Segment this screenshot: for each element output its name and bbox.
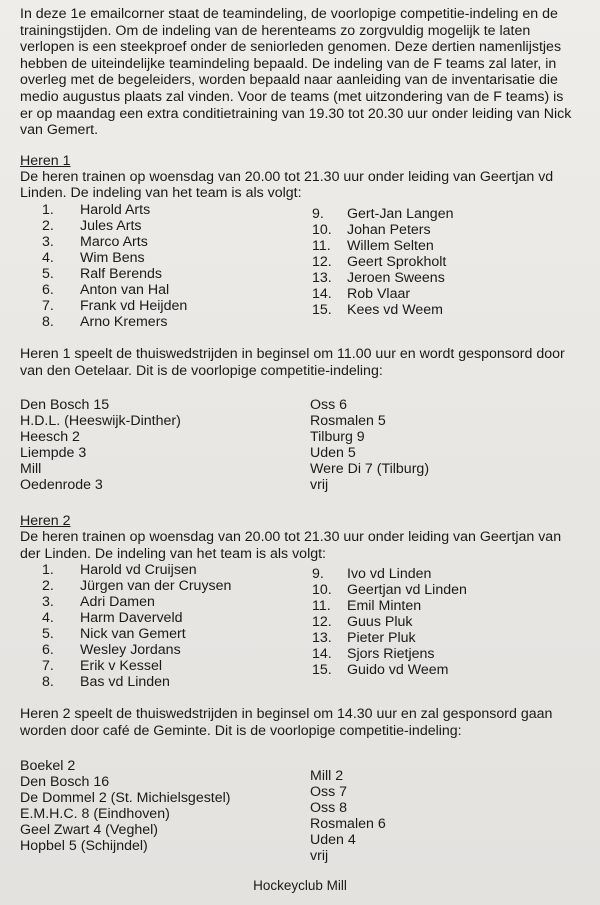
- player-name: Guus Pluk: [347, 614, 413, 631]
- player-name: Harm Daverveld: [80, 610, 183, 627]
- roster-number: 3.: [42, 233, 54, 250]
- competition-team: Liempde 3: [20, 445, 87, 462]
- roster-number: 12.: [312, 253, 332, 270]
- player-name: Wim Bens: [80, 249, 145, 266]
- player-name: Harold Arts: [80, 201, 151, 218]
- roster-item: [42, 282, 312, 298]
- roster-number: 6.: [42, 281, 54, 298]
- roster-number: 5.: [42, 626, 54, 643]
- roster-item: [312, 614, 467, 630]
- roster-item: [312, 206, 453, 222]
- roster-number: 9.: [312, 566, 324, 583]
- competition-team: De Dommel 2 (St. Michielsgestel): [20, 789, 231, 806]
- roster-number: 3.: [42, 594, 54, 611]
- competition-team: Geel Zwart 4 (Veghel): [20, 821, 158, 838]
- competition-team: Oss 7: [310, 783, 348, 800]
- roster-item: [42, 234, 312, 250]
- heren2-sponsor-text: Heren 2 speelt de thuiswedstrijden in beginsel om 14.30 uur en zal gesponsord gaan worden door café de Geminte. Dit is de voorlopige competitie-indeling:: [20, 706, 553, 739]
- roster-number: 8.: [42, 313, 54, 330]
- heren2-roster: [42, 562, 574, 690]
- intro-paragraph: In deze 1e emailcorner staat de teamindeling, de voorlopige competitie-indeling en de trainingstijden. Om de indeling van de herenteams zo zorgvuldig mogelijk te laten verlopen is een steekproef onder de seniorleden genomen. Deze dertien namenlijstjes hebben de uiteindelijke teamindeling bepaald. De indeling van de F teams zal later, in overleg met de begeleiders, worden bepaald naar aanleiding van de inventarisatie die medio augustus plaats zal vinden. Voor de teams (met uitzondering van de F teams) is er op maandag een extra conditietraining van 19.30 tot 20.30 uur onder leiding van Nick van Gemert.: [20, 6, 572, 139]
- roster-item: [42, 250, 312, 266]
- roster-item: [312, 254, 453, 270]
- heren2-training-text: De heren trainen op woensdag van 20.00 tot 21.30 uur onder leiding van Geertjan van der Linden. De indeling van het team is als volgt:: [20, 529, 562, 562]
- roster-number: 11.: [312, 598, 331, 615]
- roster-number: 2.: [42, 578, 54, 595]
- player-name: Jules Arts: [80, 217, 142, 234]
- roster-item: [312, 646, 467, 662]
- player-name: Pieter Pluk: [347, 630, 416, 647]
- roster-item: [312, 598, 467, 614]
- roster-item: [42, 594, 312, 610]
- heren1-section: [20, 153, 574, 493]
- roster-item: [42, 298, 312, 314]
- roster-number: 14.: [312, 285, 332, 302]
- player-name: Wesley Jordans: [80, 642, 181, 659]
- heren1-competition-right: [310, 397, 429, 493]
- competition-team: Uden 4: [310, 831, 356, 848]
- heren2-competition: [20, 758, 574, 864]
- player-name: Nick van Gemert: [80, 626, 186, 643]
- roster-item: [312, 630, 467, 646]
- heren1-heading: Heren 1: [20, 152, 71, 169]
- roster-item: [312, 302, 453, 318]
- roster-item: [42, 658, 312, 674]
- player-name: Rob Vlaar: [347, 285, 411, 302]
- roster-item: [312, 566, 467, 582]
- roster-number: 10.: [312, 221, 332, 238]
- roster-number: 15.: [312, 301, 332, 318]
- roster-item: [312, 222, 453, 238]
- player-name: Kees vd Weem: [347, 301, 443, 318]
- heren1-training-text: De heren trainen op woensdag van 20.00 tot 21.30 uur onder leiding van Geertjan vd Linden. De indeling van het team is als volgt:: [20, 168, 554, 202]
- heren2-competition-right: [310, 758, 386, 864]
- competition-team: Mill: [20, 461, 42, 478]
- heren1-roster-left: [42, 202, 312, 330]
- player-name: Ralf Berends: [80, 265, 163, 282]
- roster-number: 6.: [42, 642, 54, 659]
- player-name: Bas vd Linden: [80, 674, 170, 691]
- roster-item: [312, 582, 467, 598]
- heren1-roster-right: [312, 202, 453, 330]
- roster-number: 12.: [312, 614, 332, 631]
- competition-team: vrij: [310, 477, 329, 494]
- player-name: Geert Sprokholt: [347, 253, 447, 270]
- competition-team: Den Bosch 16: [20, 773, 110, 790]
- roster-item: [312, 270, 453, 286]
- player-name: Sjors Rietjens: [347, 646, 435, 663]
- player-name: Adri Damen: [80, 594, 155, 611]
- competition-team: vrij: [310, 847, 329, 864]
- roster-item: [312, 238, 453, 254]
- roster-number: 11.: [312, 237, 331, 254]
- roster-item: [312, 286, 453, 302]
- player-name: Jeroen Sweens: [347, 269, 445, 286]
- competition-team: H.D.L. (Heeswijk-Dinther): [20, 413, 181, 430]
- heren1-sponsor-text: Heren 1 speelt de thuiswedstrijden in beginsel om 11.00 uur en wordt gesponsord door van den Oetelaar. Dit is de voorlopige competitie-indeling:: [20, 345, 565, 379]
- player-name: Jürgen van der Cruysen: [80, 578, 232, 595]
- player-name: Willem Selten: [347, 237, 434, 254]
- roster-number: 14.: [312, 646, 332, 663]
- roster-item: [42, 642, 312, 658]
- roster-number: 1.: [42, 562, 54, 579]
- competition-team: Were Di 7 (Tilburg): [310, 461, 430, 478]
- competition-team: Oss 8: [310, 799, 348, 816]
- roster-item: [42, 202, 312, 218]
- roster-item: [42, 610, 312, 626]
- player-name: Guido vd Weem: [347, 662, 449, 679]
- competition-team: Mill 2: [310, 767, 344, 784]
- competition-team: Rosmalen 6: [310, 815, 386, 832]
- player-name: Arno Kremers: [80, 313, 168, 330]
- roster-number: 8.: [42, 674, 54, 691]
- roster-number: 7.: [42, 297, 54, 314]
- heren2-roster-right: [312, 562, 467, 690]
- heren1-roster: [42, 202, 574, 330]
- roster-number: 10.: [312, 582, 332, 599]
- roster-number: 13.: [312, 630, 332, 647]
- heren1-competition-left: [20, 397, 310, 493]
- competition-team: Tilburg 9: [310, 429, 365, 446]
- roster-number: 7.: [42, 658, 54, 675]
- heren2-section: [20, 513, 574, 863]
- roster-number: 2.: [42, 217, 54, 234]
- roster-item: [42, 218, 312, 234]
- player-name: Marco Arts: [80, 233, 148, 250]
- roster-number: 4.: [42, 249, 54, 266]
- roster-item: [42, 562, 312, 578]
- player-name: Frank vd Heijden: [80, 297, 188, 314]
- heren2-roster-left: [42, 562, 312, 690]
- competition-team: Oedenrode 3: [20, 477, 103, 494]
- competition-team: Oss 6: [310, 397, 348, 414]
- roster-item: [42, 578, 312, 594]
- competition-team: Rosmalen 5: [310, 413, 386, 430]
- roster-number: 4.: [42, 610, 54, 627]
- roster-number: 13.: [312, 269, 332, 286]
- player-name: Emil Minten: [347, 598, 422, 615]
- competition-team: Hopbel 5 (Schijndel): [20, 837, 148, 854]
- heren1-competition: [20, 397, 574, 493]
- heren2-heading: Heren 2: [20, 513, 71, 530]
- competition-team: Heesch 2: [20, 429, 80, 446]
- competition-team: Boekel 2: [20, 757, 76, 774]
- player-name: Johan Peters: [347, 221, 431, 238]
- roster-item: [312, 662, 467, 678]
- competition-team: Uden 5: [310, 445, 356, 462]
- roster-item: [42, 266, 312, 282]
- roster-item: [42, 626, 312, 642]
- roster-number: 9.: [312, 205, 324, 222]
- player-name: Ivo vd Linden: [347, 566, 432, 583]
- competition-team: E.M.H.C. 8 (Eindhoven): [20, 805, 170, 822]
- player-name: Gert-Jan Langen: [347, 205, 454, 222]
- competition-team: Den Bosch 15: [20, 397, 110, 414]
- roster-number: 1.: [42, 201, 54, 218]
- roster-item: [42, 314, 312, 330]
- player-name: Harold vd Cruijsen: [80, 562, 197, 579]
- player-name: Anton van Hal: [80, 281, 170, 298]
- footer-club-name: Hockeyclub Mill: [253, 878, 347, 893]
- player-name: Geertjan vd Linden: [347, 582, 467, 599]
- roster-item: [42, 674, 312, 690]
- heren2-competition-left: [20, 758, 310, 864]
- roster-number: 15.: [312, 662, 332, 679]
- player-name: Erik v Kessel: [80, 658, 162, 675]
- roster-number: 5.: [42, 265, 54, 282]
